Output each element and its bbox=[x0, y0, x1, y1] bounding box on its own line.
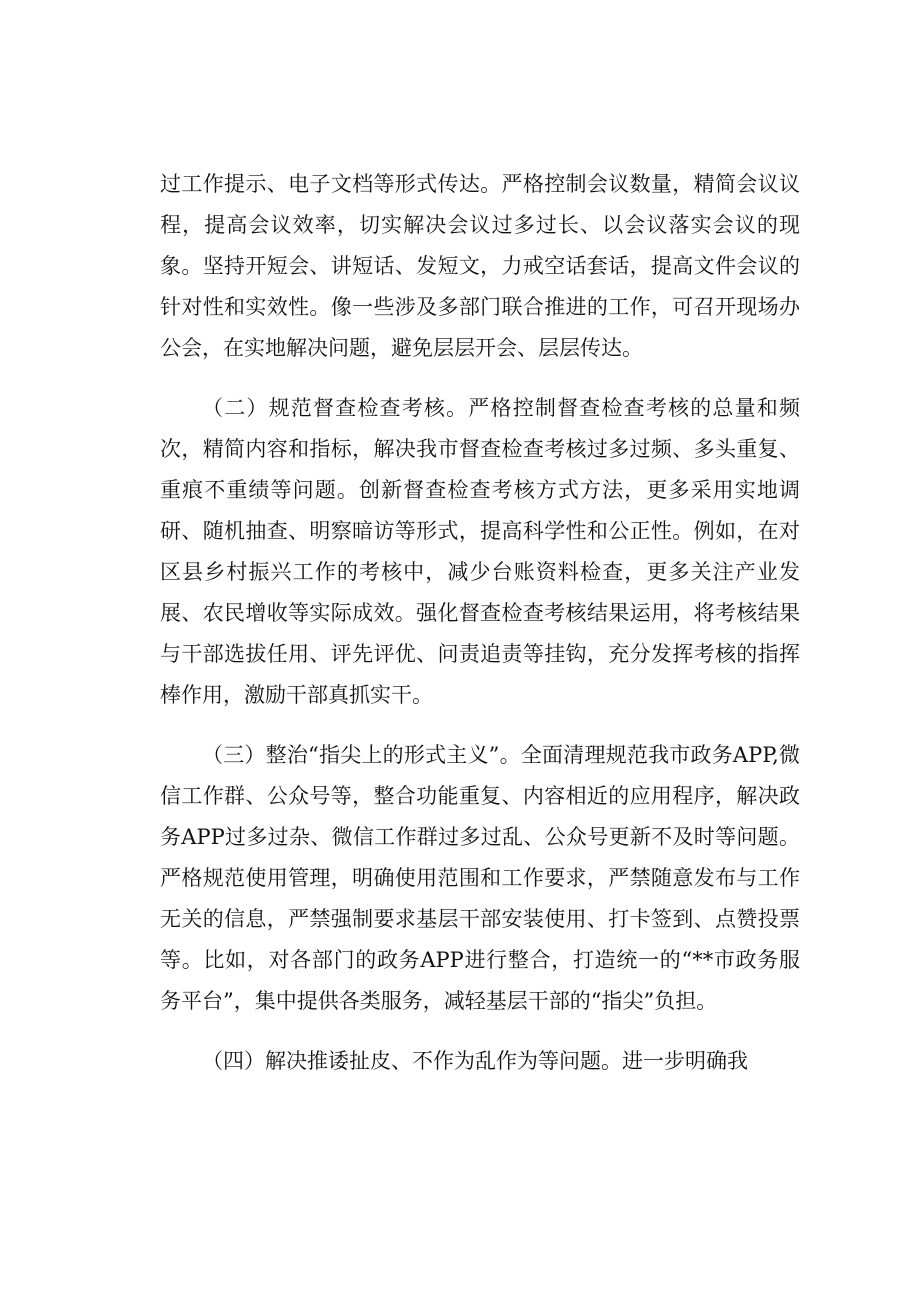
paragraph-section-2: （二）规范督查检查考核。严格控制督查检查考核的总量和频次，精简内容和指标，解决我市督查检查考核过多过频、多头重复、重痕不重绩等问题。创新督查检查考核方式方法，更多采用实地调研、随机抽查、明察暗访等形式，提高科学性和公正性。例如，在对区县乡村振兴工作的考核中，减少台账资料检查，更多关注产业发展、农民增收等实际成效。强化督查检查考核结果运用，将考核结果与干部选拔任用、评先评优、问责追责等挂钩，充分发挥考核的指挥棒作用，激励干部真抓实干。 bbox=[160, 396, 800, 707]
paragraph-section-4: （四）解决推诿扯皮、不作为乱作为等问题。进一步明确我 bbox=[202, 1049, 748, 1073]
document-body bbox=[160, 164, 800, 1101]
paragraph-continuation: 过工作提示、电子文档等形式传达。严格控制会议数量，精简会议议程，提高会议效率，切实解决会议过多过长、以会议落实会议的现象。坚持开短会、讲短话、发短文，力戒空话套话，提高文件会议的针对性和实效性。像一些涉及多部门联合推进的工作，可召开现场办公会，在实地解决问题，避免层层开会、层层传达。 bbox=[160, 172, 800, 360]
paragraph-section-3: （三）整治“指尖上的形式主义”。全面清理规范我市政务APP,微信工作群、公众号等，整合功能重复、内容相近的应用程序，解决政务APP过多过杂、微信工作群过多过乱、公众号更新不及时等问题。严格规范使用管理，明确使用范围和工作要求，严禁随意发布与工作无关的信息，严禁强制要求基层干部安装使用、打卡签到、点赞投票等。比如，对各部门的政务APP进行整合，打造统一的“**市政务服务平台”，集中提供各类服务，减轻基层干部的“指尖”负担。 bbox=[160, 743, 800, 1013]
